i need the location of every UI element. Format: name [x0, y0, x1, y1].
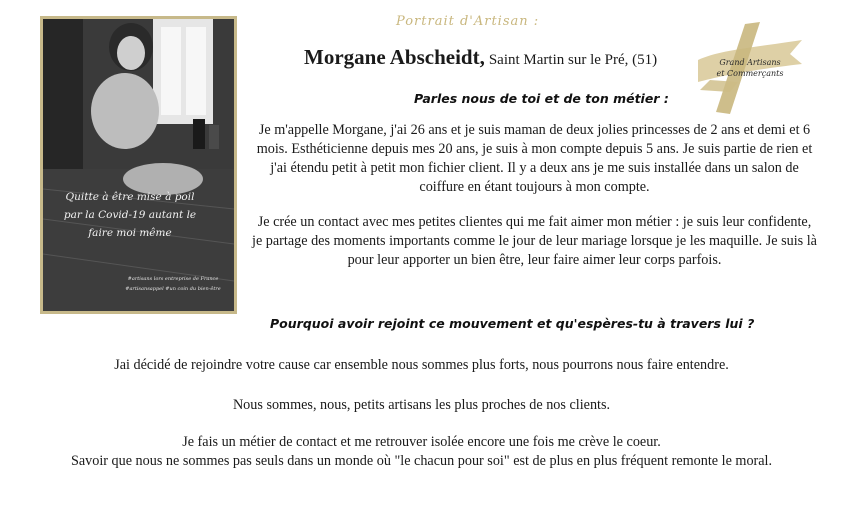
portrait-photo [40, 16, 237, 314]
answer2-line3: Je fais un métier de contact et me retrouver isolée encore une fois me crève le coeur. [182, 434, 661, 450]
artisan-name: Morgane Abscheidt, [304, 45, 485, 69]
answer1-paragraph2: Je crée un contact avec mes petites clientes qui me fait aimer mon métier : je suis leur confidente, je partage des moments importants comme le jour de leur mariage lorsque je les maquille. Je suis là pour leur apporter un bien être, leur faire aimer leur corps parfois. [252, 214, 817, 268]
page-title [304, 45, 694, 70]
photo-hashtags: #artisans lors entreprise de France #artisansappel #un coin du bien-être [125, 276, 221, 292]
answer1-paragraph1: Je m'appelle Morgane, j'ai 26 ans et je suis maman de deux jolies princesses de 2 ans et demi et 6 mois. Esthéticienne depuis mes 20 ans, je suis à mon compte depuis 5 ans. Je suis partie de rien et j'ai étendu petit à petit mon fichier client. Il y a deux ans je me suis installée dans un salon de coiffure en étant toujours à mon compte. [256, 122, 813, 195]
artisan-location: Saint Martin sur le Pré, (51) [488, 52, 658, 68]
logo-text-line2: et Commerçants [716, 69, 784, 78]
logo-text-line1: Grand Artisans [719, 58, 781, 67]
question-heading-1: Parles nous de toi et de ton métier : [414, 91, 669, 106]
portrait-image [43, 19, 234, 311]
answer2-line1: Jai décidé de rejoindre votre cause car ensemble nous sommes plus forts, nous pourrons nous faire entendre. [114, 357, 729, 373]
photo-caption: Quitte à être mise à poil par la Covid-19 autant le faire moi même [63, 191, 197, 239]
answer2-line4: Savoir que nous ne sommes pas seuls dans un monde où "le chacun pour soi" est de plus en plus fréquent remonte le moral. [70, 453, 773, 469]
logo-badge-icon [690, 20, 810, 116]
answer2-line2: Nous sommes, nous, petits artisans les plus proches de nos clients. [232, 397, 611, 413]
section-kicker: Portrait d'Artisan : [396, 14, 540, 29]
question-heading-2: Pourquoi avoir rejoint ce mouvement et qu'espères-tu à travers lui ? [270, 316, 755, 331]
